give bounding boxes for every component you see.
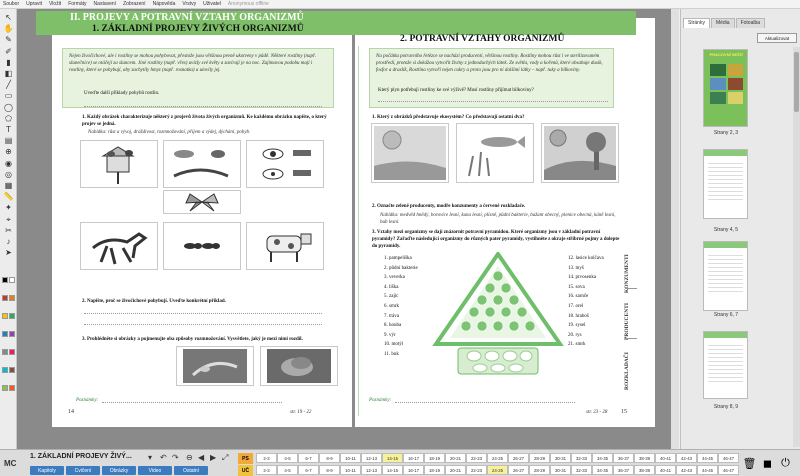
color-swatch[interactable]	[9, 331, 15, 337]
page-jump-cell[interactable]: 40-41	[655, 465, 676, 475]
eyedropper-icon[interactable]: ⌖	[6, 214, 11, 224]
page-jump-cell[interactable]: 34-35	[592, 465, 613, 475]
answer-line[interactable]	[84, 324, 322, 325]
tool-palette	[0, 9, 17, 449]
thumbnail-pages-2-3[interactable]	[703, 49, 748, 127]
viewer-scrollbar[interactable]	[671, 9, 679, 449]
eraser-bin-icon[interactable]: ◼	[762, 457, 773, 470]
page-jump-cell[interactable]: 44-45	[697, 465, 718, 475]
right-task-2	[372, 203, 617, 210]
organism-item: 13. myš	[568, 265, 584, 271]
color-swatch[interactable]	[9, 295, 15, 301]
menu-item: Anonymous offline	[227, 1, 269, 7]
left-task-2	[82, 298, 337, 305]
page-jump-cell[interactable]: 28-29	[529, 453, 550, 463]
mc-label: MC	[4, 459, 17, 468]
menu-item[interactable]: Zobrazení	[123, 1, 146, 7]
thumbnail-label: Strany 8, 9	[713, 404, 739, 410]
left-task-1	[82, 114, 337, 128]
calculator-icon[interactable]: ▦	[4, 181, 13, 190]
pyramid-label-divider	[625, 288, 637, 289]
thumbnail-label: Strany 6, 7	[713, 312, 739, 318]
eraser-icon[interactable]: ◧	[4, 69, 13, 78]
menu-item[interactable]: Nastavení	[93, 1, 117, 7]
left-task-1-text: 1. Každý obrázek charakterizuje některý z projevů života živých organizmů. Ke každému obrázku napište, o který projev se jedná.	[82, 115, 327, 127]
chapter-title: II. PROJEVY A POTRAVNÍ VZTAHY ORGANIZMŮ	[70, 12, 304, 23]
color-swatch[interactable]	[2, 295, 8, 301]
menu-item[interactable]: Upravit	[26, 1, 42, 7]
organism-item: 3. veverka	[384, 275, 405, 281]
color-swatch[interactable]	[2, 331, 8, 337]
organism-item: 12. lasice kolčava	[568, 256, 604, 261]
organism-item: 5. zajíc	[384, 294, 399, 300]
power-icon[interactable]: ⏻	[781, 456, 790, 469]
page-jump-cell[interactable]: 22-23	[466, 453, 487, 463]
organism-item: 4. liška	[384, 284, 399, 290]
right-page-reference: str. 23 - 28	[586, 410, 608, 415]
thumbnail-cover-collage	[710, 64, 743, 104]
current-chapter-title: 1. ZÁKLADNÍ PROJEVY ŽIVÝ...	[30, 453, 132, 460]
audio-icon[interactable]: ♪	[6, 237, 11, 246]
page-jump-cell[interactable]: 20-21	[445, 465, 466, 475]
page-jump-cell[interactable]: 12-13	[361, 453, 382, 463]
organism-item: 20. rys	[568, 332, 582, 338]
organism-item: 16. sarnče	[568, 294, 589, 300]
color-swatch[interactable]	[2, 313, 8, 319]
color-swatch[interactable]	[9, 385, 15, 391]
pencil-icon[interactable]: ✎	[5, 35, 12, 45]
left-task-1-hint: Nabídka: růst a vývoj, dráždivost, rozmnožování, příjem a výdej, dýchání, pohyb.	[88, 130, 251, 135]
answer-line[interactable]	[84, 106, 322, 107]
cow-image	[246, 222, 324, 270]
organism-item: 9. výr	[384, 332, 396, 338]
pages-panel	[680, 9, 800, 449]
page-jump-cell[interactable]: 4-5	[277, 465, 298, 475]
page-jump-cell[interactable]: 8-9	[319, 453, 340, 463]
page-jump-cell[interactable]: 30-31	[550, 465, 571, 475]
page-jump-cell[interactable]: 32-33	[571, 453, 592, 463]
thumbnail-pages-8-9[interactable]	[703, 331, 748, 399]
page-jump-cell[interactable]: 26-27	[508, 453, 529, 463]
food-pyramid[interactable]	[428, 252, 568, 376]
right-task-1	[372, 114, 617, 121]
color-swatch[interactable]	[9, 277, 15, 283]
undo-icon[interactable]: ↶	[160, 453, 167, 462]
frogs-mating-image	[260, 346, 338, 386]
rectangle-icon[interactable]: ▭	[4, 91, 13, 101]
right-notes-label: Poznámky:	[369, 398, 392, 403]
organism-item: 17. orel	[568, 303, 584, 309]
chapter-dropdown-icon[interactable]: ▾	[148, 453, 153, 462]
stamp-icon[interactable]: ✦	[5, 203, 12, 213]
organism-item: 18. hraboš	[568, 313, 589, 319]
page-jump-cell[interactable]: 10-11	[340, 453, 361, 463]
nav-button[interactable]: Obrázky	[102, 466, 136, 475]
color-swatch[interactable]	[9, 367, 15, 373]
page-jump-cell[interactable]: 4-5	[277, 453, 298, 463]
butterfly-image	[163, 190, 241, 214]
notes-line[interactable]	[395, 402, 575, 403]
page-jump-cell[interactable]: 6-7	[298, 465, 319, 475]
pyramid-label-producers: PRODUCENTI	[624, 303, 630, 340]
page-jump-cell[interactable]: 28-29	[529, 465, 550, 475]
right-page-number: 15	[621, 409, 627, 415]
eye-pupil-image	[246, 140, 324, 188]
next-page-icon[interactable]: ▶	[210, 453, 217, 462]
page-jump-cell[interactable]: 30-31	[550, 453, 571, 463]
menu-item[interactable]: Vrstvy	[182, 1, 197, 7]
right-task-3	[372, 229, 620, 250]
panel-scrollbar[interactable]	[793, 47, 800, 447]
text-icon[interactable]: T	[6, 125, 11, 134]
right-task-1-text: 1. Který z obrázků představuje ekosystém? Co představují ostatní dva?	[372, 115, 525, 120]
right-task-2-text: 2. Označte zeleně producenty, modře konzumenty a červeně rozkladače.	[372, 204, 526, 209]
hand-icon[interactable]: ✋	[3, 24, 14, 34]
organism-list-right	[568, 256, 604, 352]
organism-item: 8. houba	[384, 323, 402, 329]
pointer-icon[interactable]: ➤	[5, 248, 12, 258]
right-task-3-text: 3. Vztahy mezi organizmy se dají znázornit potravní pyramidou. Které organizmy jsou v základní potravní pyramidy? Zařaďte následující organizmy do různých pater pyramidy, vystihněte z okraje stříbrné pojmy a dolepte do pyramidy.	[372, 230, 620, 249]
page-jump-cell[interactable]: 46-47	[718, 465, 739, 475]
color-swatch[interactable]	[9, 349, 15, 355]
menu-item[interactable]: Soubor	[3, 1, 20, 7]
page-jump-cell[interactable]: 40-41	[655, 453, 676, 463]
thumbnail-cover-title: PRACOVNÍ SEŠIT	[709, 52, 744, 57]
page-jump-cell[interactable]: 14-15	[382, 453, 403, 463]
page-jump-cell[interactable]: 42-43	[676, 465, 697, 475]
arrow-select-icon[interactable]: ↖	[5, 13, 12, 22]
left-intro-box	[62, 48, 334, 108]
prev-page-icon[interactable]: ◀	[198, 453, 205, 462]
page-jump-cell[interactable]: 44-45	[697, 453, 718, 463]
page-jump-cell[interactable]: 36-37	[613, 465, 634, 475]
nav-button[interactable]: Kapitoly	[30, 466, 64, 475]
answer-line[interactable]	[378, 101, 608, 102]
tab-media[interactable]: Média	[711, 18, 735, 28]
menu-item[interactable]: Formáty	[68, 1, 87, 7]
horse-image	[80, 222, 158, 270]
nav-button[interactable]: Ostatní	[174, 466, 208, 475]
mode-textbook[interactable]: UČ	[238, 465, 253, 476]
page-jump-cell[interactable]: 16-17	[403, 453, 424, 463]
page-jump-cell[interactable]: 32-33	[571, 465, 592, 475]
sun-landscape-image	[371, 123, 449, 183]
page-jump-cell[interactable]: 24-25	[487, 465, 508, 475]
thumbnail-label: Strany 2, 3	[713, 130, 739, 136]
pyramid-label-consumers: KONZUMENTI	[624, 254, 630, 293]
left-notes-label: Poznámky:	[76, 398, 99, 403]
page-jump-cell[interactable]: 18-19	[424, 453, 445, 463]
seed-sprouting-image	[176, 346, 254, 386]
left-page-reference: str. 19 - 22	[290, 410, 312, 415]
highlighter-icon[interactable]: ▮	[6, 57, 11, 67]
left-page-number: 14	[68, 409, 74, 415]
caterpillar-pupa-image	[163, 140, 241, 188]
redo-icon[interactable]: ↷	[172, 453, 179, 462]
fullscreen-icon[interactable]: ⤢	[222, 453, 229, 462]
organism-item: 6. smrk	[384, 303, 399, 309]
page-jump-cell[interactable]: 8-9	[319, 465, 340, 475]
fish-tank-image	[456, 123, 534, 183]
forest-ecosystem-image	[541, 123, 619, 183]
color-swatch[interactable]	[9, 313, 15, 319]
left-task-3	[82, 336, 337, 343]
page-jump-cell[interactable]: 18-19	[424, 465, 445, 475]
left-task-3-text: 3. Prohlédněte si obrázky a pojmenujte oba způsoby rozmnožování. Vysvětlete, jaký je mezi nimi rozdíl.	[82, 337, 303, 342]
page-jump-cell[interactable]: 12-13	[361, 465, 382, 475]
panel-tabs	[683, 18, 766, 28]
camera-icon[interactable]: ◉	[5, 158, 12, 168]
right-task-2-hint: Nabídka: medvěd hnědý, borovice lesní, kuna lesní, plísně, půdní bakterie, bažant obecný, plenice obecná, káně lesní, bub lesní.	[380, 213, 616, 225]
thumbnail-pages-4-5[interactable]	[703, 149, 748, 219]
page-jump-cell[interactable]: 36-37	[613, 453, 634, 463]
page-jump-cell[interactable]: 42-43	[676, 453, 697, 463]
organism-list-left	[384, 256, 418, 362]
tab-photo-albums[interactable]: Fotoalba	[736, 18, 765, 28]
left-task-2-text: 2. Napište, proč se živočichové pohybují. Uveďte konkrétní příklad.	[82, 299, 226, 304]
page-jump-cell[interactable]: 2-3	[256, 465, 277, 475]
organism-item: 2. půdní bakterie	[384, 265, 418, 271]
answer-line[interactable]	[84, 313, 322, 314]
nav-button[interactable]: Video	[138, 466, 172, 475]
left-section-title: 1. ZÁKLADNÍ PROJEVY ŽIVÝCH ORGANIZMŮ	[92, 24, 304, 34]
page-jump-cell[interactable]: 38-39	[634, 465, 655, 475]
color-palette	[1, 271, 16, 397]
page-jump-cell[interactable]: 16-17	[403, 465, 424, 475]
organism-item: 19. sysel	[568, 323, 586, 329]
page-jump-cell[interactable]: 46-47	[718, 453, 739, 463]
menu-bar	[0, 0, 800, 9]
screen-shade-icon[interactable]: ▤	[4, 136, 13, 146]
thumbnail-label: Strany 4, 5	[713, 227, 739, 233]
page-jump-cell[interactable]: 34-35	[592, 453, 613, 463]
page-jump-cell[interactable]: 10-11	[340, 465, 361, 475]
page-jump-cell[interactable]: 2-3	[256, 453, 277, 463]
color-swatch[interactable]	[2, 385, 8, 391]
page-jump-cell[interactable]: 22-23	[466, 465, 487, 475]
thumbnail-pages-6-7[interactable]	[703, 241, 748, 311]
organism-item: 11. buk	[384, 351, 399, 357]
menu-item[interactable]: Nápověda	[152, 1, 176, 7]
nav-button[interactable]: Cvičení	[66, 466, 100, 475]
line-icon[interactable]: ╱	[6, 80, 11, 90]
marker-icon[interactable]: ✐	[5, 46, 12, 56]
color-swatch[interactable]	[2, 349, 8, 355]
mode-workbook[interactable]: PS	[238, 453, 253, 464]
pyramid-label-divider	[625, 338, 637, 339]
page-jump-cell[interactable]: 6-7	[298, 453, 319, 463]
polygon-icon[interactable]: ⬠	[5, 113, 12, 123]
page-jump-cell[interactable]: 20-21	[445, 453, 466, 463]
tab-pages[interactable]: Stránky	[683, 18, 710, 28]
page-jump-cell[interactable]: 26-27	[508, 465, 529, 475]
organism-item: 10. motýl	[384, 342, 404, 348]
organism-item: 21. smrk	[568, 342, 586, 348]
notes-line[interactable]	[102, 402, 282, 403]
page-jump-cell[interactable]: 38-39	[634, 453, 655, 463]
organism-item: 7. tráva	[384, 313, 399, 319]
right-intro-box	[369, 48, 614, 108]
organism-item: 1. pampeliška	[384, 256, 412, 261]
page-gutter-line	[358, 46, 359, 416]
color-swatch[interactable]	[2, 277, 8, 283]
scissors-icon[interactable]: ✂	[5, 225, 12, 235]
color-swatch[interactable]	[2, 367, 8, 373]
panel-scrollbar-thumb[interactable]	[794, 52, 799, 112]
organism-item: 15. sova	[568, 284, 585, 290]
bottom-navigation-bar	[0, 449, 800, 476]
pyramid-label-decomposers: ROZKLADAČI	[624, 352, 630, 390]
left-intro-question: Uveďte další příklady pohybů rostlin.	[84, 91, 160, 96]
menu-item[interactable]: Uživatel	[203, 1, 221, 7]
right-intro-text: Na počátku potravního řetězce se nachází producenti, většinou rostliny. Rostliny mohou růst i ve sterilizovaném prostředí, protože si dokážou vytvořit živiny z jednoduchých látek. Ze světla, vody a kořenů, které obsahuje dusík, fosfor a draslík, Rostlina vytvoří nejen cukry a proto jsou pro ni dalšími látky – např. tuky a bílkoviny.	[376, 54, 603, 73]
ruler-icon[interactable]: 📏	[3, 192, 14, 202]
page-jump-cell[interactable]: 14-15	[382, 465, 403, 475]
organism-item: 14. prvosenka	[568, 275, 597, 281]
zoom-out-icon[interactable]: ⊖	[186, 453, 193, 462]
page-jump-cell[interactable]: 24-25	[487, 453, 508, 463]
trash-icon[interactable]: 🗑	[742, 457, 757, 470]
spotlight-icon[interactable]: ◎	[5, 169, 12, 179]
menu-item[interactable]: Vložit	[48, 1, 62, 7]
ants-image	[163, 222, 241, 270]
left-intro-text: Nejen živočichové, ale i rostliny se mohou pohybovat, přestože jsou většinou pevně ukotveny v půdě. Některé rostliny (např. slunečnice) se otáčejí za sluncem. Jiné rostliny (např. vřes) uvízly své květy a zavírají je na noc. Zajímavou podobu mají i rostliny, které se pohybují, aby zachytily hmyz (např. rosnatka) a ulovily jej.	[69, 54, 317, 73]
right-intro-question: Který plyn potřebují rostliny ke své výživě? Musí rostliny přijímat bílkoviny?	[378, 88, 534, 93]
right-section-title: 2. POTRAVNÍ VZTAHY ORGANIZMŮ	[400, 34, 565, 44]
zoom-icon[interactable]: ⊕	[5, 147, 12, 157]
update-button[interactable]: Aktualizovat	[757, 33, 797, 43]
birds-feeder-image	[80, 140, 158, 188]
ellipse-icon[interactable]: ◯	[4, 102, 13, 112]
